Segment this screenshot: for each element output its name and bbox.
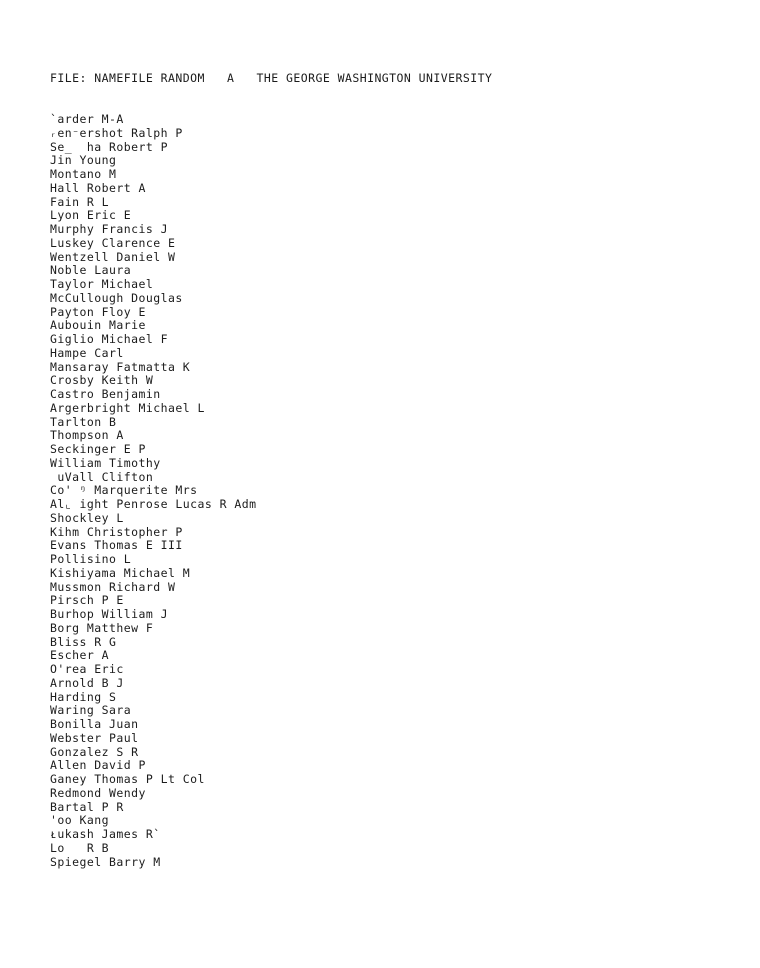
name-entry: Giglio Michael F <box>50 332 168 346</box>
name-entry: Seckinger E P <box>50 442 146 456</box>
name-entry: Thompson A <box>50 428 124 443</box>
name-entry: Wentzell Daniel W <box>50 249 176 264</box>
name-entry: Montano M <box>50 167 117 181</box>
document-header: FILE: NAMEFILE RANDOM A THE GEORGE WASHINGTON UNIVERSITY <box>50 71 493 85</box>
name-entry: Castro Benjamin <box>50 387 161 401</box>
name-entry: Tarlton B <box>50 414 117 429</box>
name-entry: Bartal P R <box>50 799 124 814</box>
name-entry: Bonilla Juan <box>50 717 139 731</box>
name-entry: Kishiyama Michael M <box>50 565 191 580</box>
name-entry: Fain R L <box>50 194 109 209</box>
name-entry: Escher A <box>50 648 109 663</box>
name-entry: Pollisino L <box>50 552 132 566</box>
name-entry: Harding S <box>50 689 117 704</box>
name-entry: Waring Sara <box>50 703 132 718</box>
name-entry: Ganey Thomas P Lt Col <box>50 772 205 786</box>
name-entry: Lo R B <box>50 840 109 855</box>
name-entry: Spiegel Barry M <box>50 854 161 869</box>
name-entry: Evans Thomas E III <box>50 538 183 553</box>
name-list <box>50 113 256 869</box>
name-entry: 'oo Kang <box>50 813 109 828</box>
name-entry: Kihm Christopher P <box>50 524 183 539</box>
name-entry: Noble Laura <box>50 263 132 278</box>
name-entry: Bliss R G <box>50 634 117 649</box>
name-entry: Payton Floy E <box>50 304 146 319</box>
name-entry: Burhop William J <box>50 607 168 621</box>
name-entry: Jin Young <box>50 153 117 168</box>
name-entry: Co' ᵑ Marquerite Mrs <box>50 483 198 498</box>
name-entry: Taylor Michael <box>50 277 154 291</box>
name-entry: Borg Matthew F <box>50 620 154 635</box>
name-entry: Se_ ha Robert P <box>50 139 168 154</box>
name-entry: Crosby Keith W <box>50 373 154 388</box>
name-entry: Hall Robert A <box>50 180 146 195</box>
name-entry: Mansaray Fatmatta K <box>50 359 191 374</box>
name-entry: Allen David P <box>50 758 146 773</box>
name-entry: Shockley L <box>50 510 124 525</box>
name-entry: Mussmon Richard W <box>50 579 176 594</box>
name-entry: ᵣen⁻ershot Ralph P <box>50 125 183 140</box>
name-entry: Redmond Wendy <box>50 785 146 800</box>
name-entry: ᴌukash James R` <box>50 827 161 841</box>
name-entry: Lyon Eric E <box>50 208 132 223</box>
name-entry: William Timothy <box>50 455 161 470</box>
name-entry: Webster Paul <box>50 730 139 745</box>
name-entry: uVall Clifton <box>50 469 154 484</box>
name-entry: McCullough Douglas <box>50 290 183 305</box>
name-entry: Gonzalez S R <box>50 744 139 759</box>
name-entry: Arnold B J <box>50 675 124 690</box>
name-entry: Al⌞ ight Penrose Lucas R Adm <box>50 497 257 511</box>
name-entry: Argerbright Michael L <box>50 400 205 415</box>
name-entry: `arder M-A <box>50 112 124 126</box>
name-entry: O'rea Eric <box>50 662 124 676</box>
name-entry: Hampe Carl <box>50 345 124 360</box>
name-entry: Pirsch P E <box>50 593 124 608</box>
name-entry: Murphy Francis J <box>50 222 168 236</box>
name-entry: Luskey Clarence E <box>50 235 176 250</box>
name-entry: Aubouin Marie <box>50 318 146 333</box>
